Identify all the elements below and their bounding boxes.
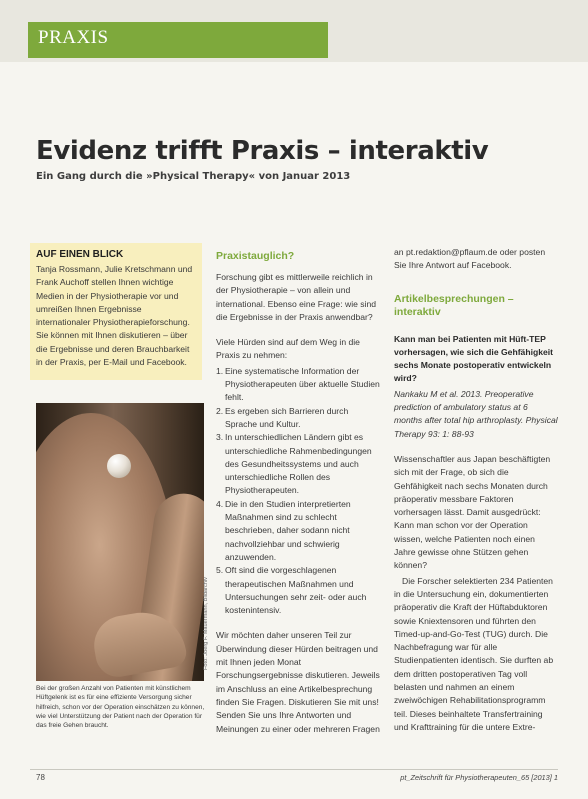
article-photo — [36, 403, 204, 681]
list-item: 1. Eine systematische Information der Physiotherapeuten über aktuelle Studien fehlt. — [216, 365, 380, 403]
right-paragraph-2: Wissenschaftler aus Japan beschäftigten sich mit der Frage, ob sich die Gehfähigkeit nach sechs Monaten durch präoperativ messbare Faktoren vorhersagen lässt. Damit ausgedrückt: Kann man schon vor der Operation wissen, welche Patienten noch einen Jahre gewisse ohne Stützen gehen können? — [394, 453, 551, 571]
right-paragraph-1: an pt.redaktion@pflaum.de oder posten Sie Ihre Antwort auf Facebook. — [394, 247, 546, 271]
page-number: 78 — [36, 773, 45, 782]
footer-divider — [30, 769, 558, 770]
summary-box-title: AUF EINEN BLICK — [36, 249, 124, 260]
review-question: Kann man bei Patienten mit Hüft-TEP vorhersagen, wie sich die Gehfähigkeit sechs Monate postoperativ entwickeln wird? — [394, 333, 554, 384]
list-item: 5. Oft sind die vorgeschlagenen therapeutischen Maßnahmen und Untersuchungen sehr zeit- oder auch kostenintensiv. — [216, 565, 367, 616]
article-subtitle: Ein Gang durch die »Physical Therapy« von Januar 2013 — [36, 171, 351, 182]
middle-paragraph-1: Forschung gibt es mittlerweile reichlich in der Physiotherapie – von allein und international. Ebenso eine Frage: wie sind die Ergebnisse in der Praxis anwendbar? — [216, 272, 377, 322]
middle-column-heading: Praxistauglich? — [216, 250, 295, 262]
article-title: Evidenz trifft Praxis – interaktiv — [36, 136, 489, 166]
right-paragraph-3: Die Forscher selektierten 234 Patienten in die Untersuchung ein, dokumentierten präoperativ die Kraft der Hüftabduktoren sowie Kniextensoren und führten den Timed-up-and-Go-Test (TUG) durch. Die Nachbefragung war für alle Studienpatienten identisch. Sie durften ab dem dritten postoperativen Tag voll belasten und nahmen an einem zweiwöchigen Rehabilitationsprogramm teil. Dieses beinhaltete Transfertraining und Krafttraining für die untere Extre- — [394, 575, 554, 732]
section-tab — [28, 22, 328, 58]
photo-caption: Bei der großen Anzahl von Patienten mit künstlichem Hüftgelenk ist es für eine effiziente Versorgung sicher hilfreich, schon vor der Operation einschätzen zu können, wie viel Unterstützung der Patient nach der Operation für das freie Gehen braucht. — [36, 685, 205, 730]
reference-citation: Nankaku M et al. 2013. Preoperative prediction of ambulatory status at 6 months after total hip arthroplasty. Physical Therapy 93: 1: 88-93 — [394, 388, 558, 439]
middle-paragraph-3: Wir möchten daher unseren Teil zur Überwindung dieser Hürden beitragen und mit Ihnen jeden Monat Forschungsergebnisse diskutieren. Jeweils im Anschluss an eine Artikelbesprechung finden Sie Fragen. Diskutieren Sie mit uns! Senden Sie uns Ihre Antworten und Meinungen zu einer oder mehreren Fragen — [216, 630, 380, 734]
hurdles-list — [216, 365, 380, 618]
photo-ball-shape — [107, 454, 131, 478]
journal-footer: pt_Zeitschrift für Physiotherapeuten_65 [2013] 1 — [400, 773, 558, 782]
middle-column — [216, 250, 380, 736]
summary-box — [30, 243, 202, 380]
right-column — [394, 246, 558, 734]
list-item: 4. Die in den Studien interpretierten Maßnahmen sind zu schlecht beschrieben, daher sodann nicht nachvollziehbar und schwierig anzuwenden. — [216, 498, 351, 562]
middle-paragraph-2: Viele Hürden sind auf dem Weg in die Praxis zu nehmen: — [216, 337, 360, 361]
list-item: 2. Es ergeben sich Barrieren durch Sprache und Kultur. — [216, 405, 349, 429]
summary-box-text: Tanja Rossmann, Julie Kretschmann und Frank Auchoff stellen Ihnen wichtige Medien in der Physiotherapie vor und umreißen Ihnen Ergebnisse internationaler Physiotherapieforschung. Sie können mit Ihnen diskutieren – über die Ergebnisse und deren Brauchbarkeit in der Praxis, per E-Mail und Facebook. — [36, 264, 193, 368]
photo-credit: Foto: Joerg F. Mauermann, Bildarchiv — [203, 577, 209, 670]
list-item: 3. In unterschiedlichen Ländern gibt es unterschiedliche Rahmenbedingungen des Gesundheitssystems und auch unterschiedliche Rollen des Physiotherapeuten. — [216, 432, 372, 496]
section-label: PRAXIS — [38, 27, 109, 48]
right-column-heading: Artikelbesprechungen – interaktiv — [394, 292, 514, 318]
